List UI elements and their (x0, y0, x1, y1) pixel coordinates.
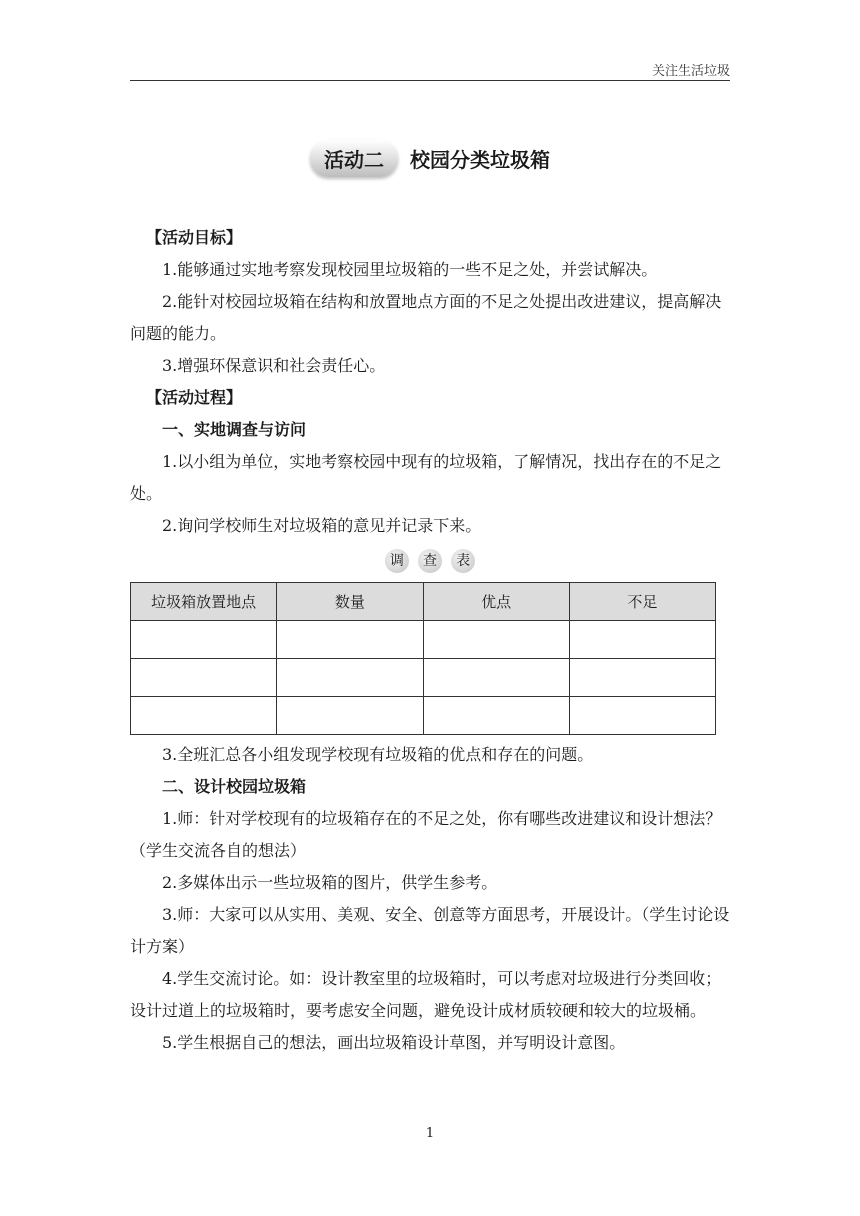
table-cell (569, 659, 715, 697)
table-cell (131, 621, 277, 659)
section1-item: 2.询问学校师生对垃圾箱的意见并记录下来。 (162, 516, 482, 535)
table-cell (277, 621, 423, 659)
section2-item: 1.师：针对学校现有的垃圾箱存在的不足之处，你有哪些改进建议和设计想法？（学生交流各自的想法） (130, 809, 722, 860)
table-row (131, 697, 716, 735)
caption-char: 调 (385, 549, 409, 573)
table-header-location: 垃圾箱放置地点 (131, 583, 277, 621)
table-cell (569, 697, 715, 735)
table-cell (423, 621, 569, 659)
page-title (0, 140, 860, 177)
section1-summary: 3.全班汇总各小组发现学校现有垃圾箱的优点和存在的问题。 (162, 745, 594, 764)
table-header-shortcomings: 不足 (569, 583, 715, 621)
section2-item: 5.学生根据自己的想法，画出垃圾箱设计草图，并写明设计意图。 (162, 1033, 626, 1052)
activity-label: 活动二 (310, 140, 398, 177)
goals-heading: 【活动目标】 (146, 228, 243, 247)
page-number: 1 (425, 1126, 435, 1141)
caption-char: 表 (451, 549, 475, 573)
section1-heading: 一、实地调查与访问 (162, 420, 307, 439)
goal-item: 2.能针对校园垃圾箱在结构和放置地点方面的不足之处提出改进建议，提高解决问题的能力。 (130, 292, 722, 343)
table-cell (277, 659, 423, 697)
table-cell (131, 697, 277, 735)
process-heading: 【活动过程】 (146, 388, 243, 407)
table-header-row (131, 583, 716, 621)
goal-item: 3.增强环保意识和社会责任心。 (162, 356, 386, 375)
section2-item: 4.学生交流讨论。如：设计教室里的垃圾箱时，可以考虑对垃圾进行分类回收；设计过道上的垃圾箱时，要考虑安全问题，避免设计成材质较硬和较大的垃圾桶。 (130, 969, 722, 1020)
survey-table (130, 582, 716, 735)
section2-item: 3.师：大家可以从实用、美观、安全、创意等方面思考，开展设计。（学生讨论设计方案） (130, 905, 730, 956)
header-rule (130, 80, 730, 81)
goal-item: 1.能够通过实地考察发现校园里垃圾箱的一些不足之处，并尝试解决。 (162, 260, 658, 279)
section1-item: 1.以小组为单位，实地考察校园中现有的垃圾箱，了解情况，找出存在的不足之处。 (130, 452, 722, 503)
table-header-quantity: 数量 (277, 583, 423, 621)
document-body (130, 222, 730, 1059)
caption-char: 查 (418, 549, 442, 573)
section2-item: 2.多媒体出示一些垃圾箱的图片，供学生参考。 (162, 873, 498, 892)
table-cell (569, 621, 715, 659)
survey-table-caption (130, 542, 730, 582)
table-cell (131, 659, 277, 697)
table-row (131, 621, 716, 659)
activity-title: 校园分类垃圾箱 (410, 148, 550, 172)
table-cell (423, 697, 569, 735)
table-row (131, 659, 716, 697)
table-cell (277, 697, 423, 735)
table-header-advantages: 优点 (423, 583, 569, 621)
running-header: 关注生活垃圾 (651, 64, 730, 79)
table-cell (423, 659, 569, 697)
section2-heading: 二、设计校园垃圾箱 (162, 777, 307, 796)
